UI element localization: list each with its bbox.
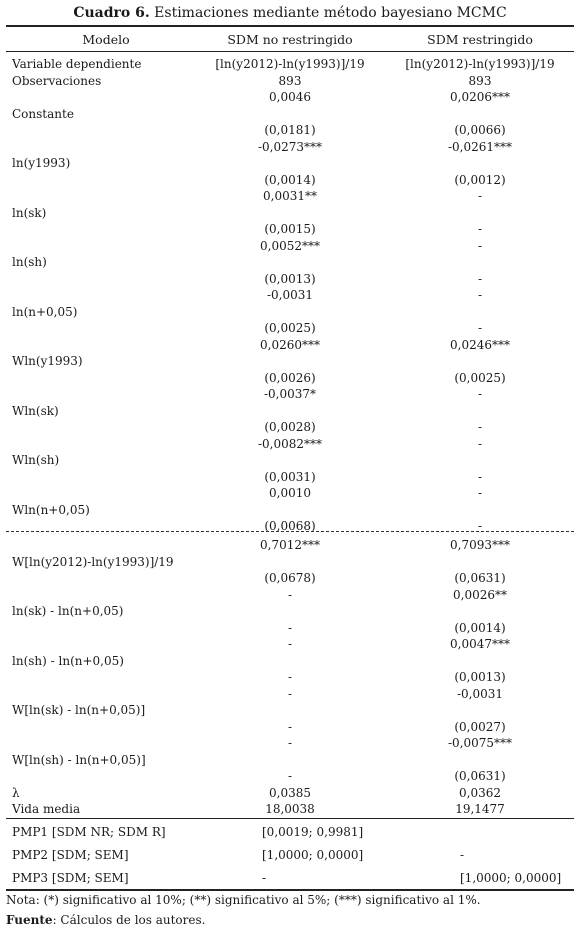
- col1-value: -: [287, 769, 293, 783]
- row-label: ln(sh): [12, 255, 47, 269]
- row-label: Wln(y1993): [12, 354, 83, 368]
- table-note: Nota: (*) significativo al 10%; (**) significativo al 5%; (***) significativo al 1%.: [6, 893, 481, 907]
- col1-value: 0,0052***: [260, 238, 320, 253]
- col1-value: (0,0181): [264, 123, 316, 137]
- col2-value: -: [460, 848, 465, 862]
- pmp-row: [0, 843, 580, 867]
- row-label: Wln(sh): [12, 453, 60, 467]
- col2-value: 0,0047***: [450, 637, 510, 651]
- row-label: W[ln(y2012)-ln(y1993)]/19: [12, 554, 174, 569]
- col2-value: (0,0013): [454, 670, 506, 684]
- header-model: Modelo: [82, 32, 130, 47]
- table-title-text: Estimaciones mediante método bayesiano MCMC: [149, 5, 507, 21]
- col1-value: (0,0014): [264, 172, 316, 187]
- col2-value: 0,7093***: [450, 538, 510, 552]
- row-label: Observaciones: [12, 73, 102, 88]
- col2-value: -: [477, 420, 483, 434]
- col2-value: -: [477, 321, 483, 335]
- col2-value: -: [477, 238, 483, 253]
- col1-value: 0,0010: [269, 486, 311, 500]
- col1-value: -: [287, 670, 293, 684]
- col2-value: -0,0031: [456, 686, 504, 701]
- col1-value: [0,0019; 0,9981]: [262, 825, 364, 839]
- row-label: Variable dependiente: [12, 57, 142, 71]
- pmp-rule: [6, 818, 574, 819]
- col1-value: (0,0015): [264, 222, 316, 236]
- col1-value: -: [287, 637, 293, 651]
- col1-value: [ln(y2012)-ln(y1993)]/19: [215, 57, 365, 71]
- dashed-rule: [6, 531, 574, 532]
- pmp-row: [0, 820, 580, 844]
- row-label: ln(sk): [12, 205, 47, 220]
- row-label: ln(y1993): [12, 156, 71, 170]
- top-rule: [6, 25, 574, 27]
- col2-value: (0,0014): [454, 620, 506, 635]
- col1-value: -0,0082***: [257, 436, 323, 451]
- col2-value: -0,0075***: [447, 736, 513, 750]
- col1-value: 0,0260***: [260, 337, 320, 352]
- col2-value: -: [477, 222, 483, 236]
- col2-value: (0,0631): [454, 571, 506, 585]
- row-label: ln(sh) - ln(n+0,05): [12, 653, 124, 668]
- col2-value: -: [477, 271, 483, 286]
- row-label: W[ln(sh) - ln(n+0,05)]: [12, 752, 146, 767]
- col2-value: (0,0025): [454, 370, 506, 385]
- row-label: Constante: [12, 106, 74, 121]
- col1-value: (0,0028): [264, 420, 316, 434]
- col2-value: -: [477, 436, 483, 451]
- row-label: λ: [12, 785, 20, 800]
- row-label: PMP2 [SDM; SEM]: [12, 848, 129, 862]
- col1-value: (0,0068): [264, 519, 316, 533]
- col2-value: -: [477, 469, 483, 484]
- row-label: Wln(sk): [12, 403, 59, 418]
- header-row: [0, 28, 580, 52]
- col1-value: (0,0026): [264, 370, 316, 385]
- pmp-row: [0, 866, 580, 890]
- col1-value: -0,0273***: [257, 139, 323, 154]
- col2-value: -: [477, 387, 483, 401]
- col1-value: [1,0000; 0,0000]: [262, 848, 364, 862]
- col1-value: (0,0031): [264, 469, 316, 484]
- col1-value: 893: [278, 73, 302, 88]
- header-col2: SDM restringido: [427, 32, 533, 47]
- row-label: Wln(n+0,05): [12, 502, 90, 517]
- col2-value: 0,0026**: [453, 587, 507, 602]
- col1-value: -0,0031: [266, 288, 314, 302]
- table-title: [0, 2, 580, 24]
- source-label: Fuente: [6, 913, 53, 927]
- col2-value: [ln(y2012)-ln(y1993)]/19: [405, 57, 555, 71]
- col2-value: (0,0066): [454, 123, 506, 137]
- row-label: PMP1 [SDM NR; SDM R]: [12, 825, 166, 839]
- col1-value: -: [287, 587, 293, 602]
- col1-value: 0,0046: [269, 90, 311, 104]
- header-col1: SDM no restringido: [227, 32, 353, 47]
- row-label: ln(n+0,05): [12, 304, 78, 319]
- col1-value: (0,0678): [264, 571, 316, 585]
- col2-value: (0,0012): [454, 172, 506, 187]
- table-source: [6, 910, 205, 930]
- col1-value: -: [287, 719, 293, 734]
- col1-value: 18,0038: [265, 802, 315, 816]
- col2-value: 0,0362: [459, 785, 501, 800]
- row-label: Vida media: [12, 802, 81, 816]
- col1-value: 0,7012***: [260, 538, 320, 552]
- table-title-number: Cuadro 6.: [73, 5, 150, 21]
- row-label: ln(sk) - ln(n+0,05): [12, 604, 124, 618]
- source-text: : Cálculos de los autores.: [52, 913, 206, 927]
- col1-value: (0,0013): [264, 271, 316, 286]
- col1-value: -0,0037*: [263, 387, 317, 401]
- col1-value: -: [287, 686, 293, 701]
- col2-value: 0,0246***: [450, 337, 510, 352]
- col1-value: -: [287, 736, 293, 750]
- col2-value: -: [477, 519, 483, 533]
- col2-value: -0,0261***: [447, 139, 513, 154]
- col1-value: -: [287, 620, 293, 635]
- col1-value: 0,0031**: [263, 189, 317, 203]
- col2-value: -: [477, 288, 483, 302]
- col1-value: 0,0385: [269, 785, 311, 800]
- col2-value: (0,0027): [454, 719, 506, 734]
- col2-value: -: [477, 486, 483, 500]
- col2-value: -: [477, 189, 483, 203]
- col1-value: (0,0025): [264, 321, 316, 335]
- row-label: PMP3 [SDM; SEM]: [12, 871, 129, 885]
- row-label: W[ln(sk) - ln(n+0,05)]: [12, 703, 146, 717]
- col2-value: 893: [468, 73, 492, 88]
- col2-value: (0,0631): [454, 769, 506, 783]
- col2-value: 19,1477: [455, 802, 505, 816]
- col1-value: -: [262, 871, 267, 885]
- col2-value: [1,0000; 0,0000]: [460, 871, 562, 885]
- col2-value: 0,0206***: [450, 90, 510, 104]
